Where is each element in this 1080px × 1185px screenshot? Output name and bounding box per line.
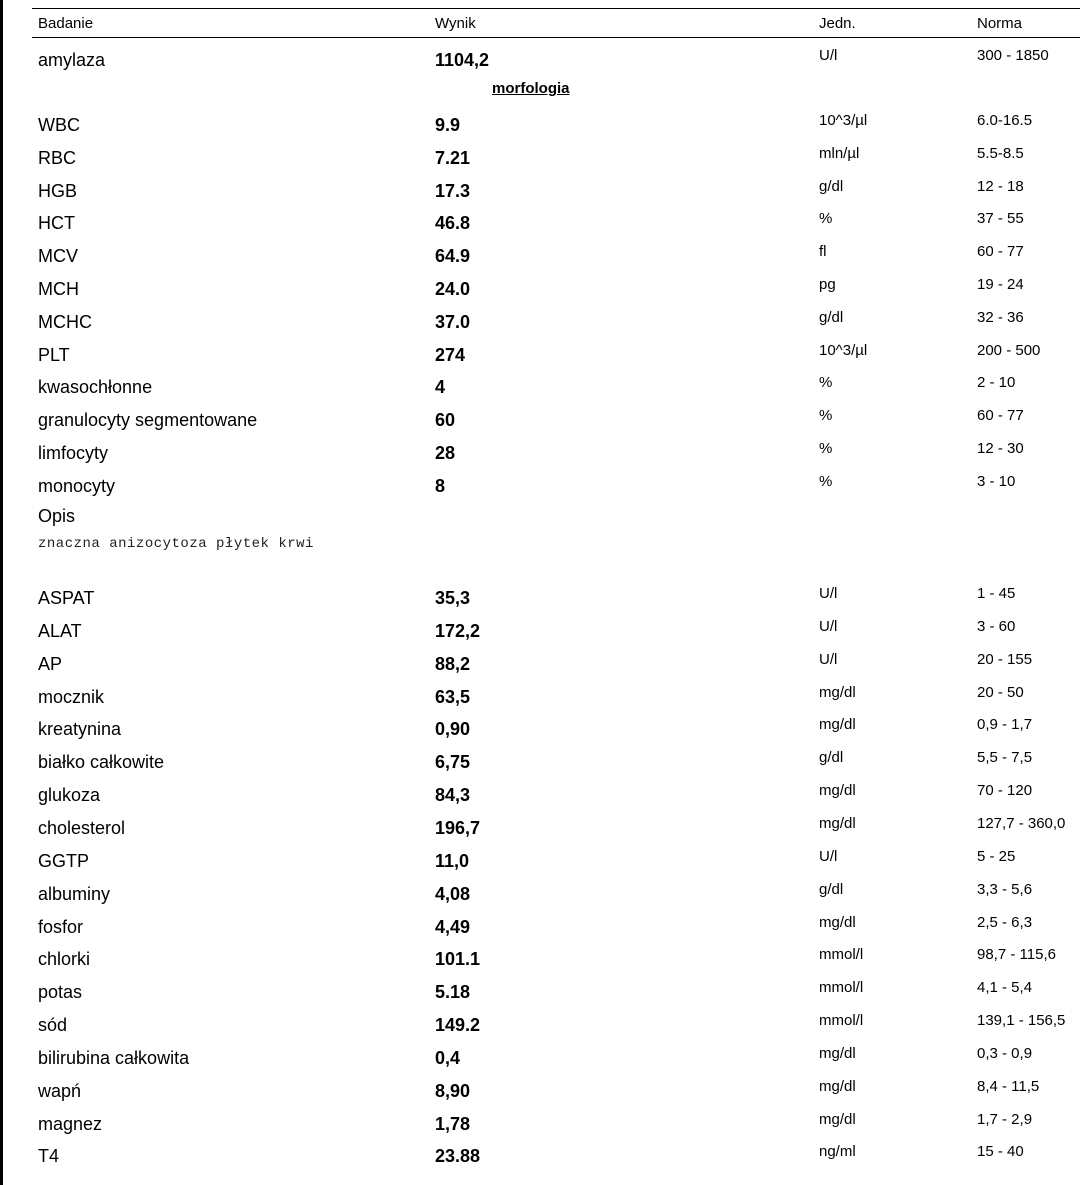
table-row	[0, 109, 1080, 142]
cell-norm: 1,7 - 2,9	[977, 1110, 1033, 1128]
cell-name: ALAT	[38, 620, 82, 641]
table-row	[0, 713, 1080, 746]
cell-unit: pg	[819, 276, 836, 293]
cell-value: 37.0	[435, 311, 471, 332]
cell-unit: 10^3/µl	[819, 112, 868, 129]
cell-unit: %	[819, 374, 833, 392]
cell-name: GGTP	[38, 850, 90, 871]
cell-value: 4	[435, 377, 446, 398]
cell-norm: 19 - 24	[977, 276, 1024, 293]
table-row	[0, 339, 1080, 372]
table-row	[0, 1140, 1080, 1173]
cell-name: fosfor	[38, 916, 84, 937]
table-row	[0, 306, 1080, 339]
cell-value: 196,7	[435, 817, 481, 838]
cell-unit: mmol/l	[819, 946, 864, 964]
cell-unit: g/dl	[819, 749, 844, 767]
cell-name: MCH	[38, 279, 79, 299]
cell-name: amylaza	[38, 50, 106, 70]
cell-unit: mg/dl	[819, 1077, 856, 1095]
cell-norm: 0,9 - 1,7	[977, 716, 1033, 734]
table-row	[0, 240, 1080, 273]
cell-value: 84,3	[435, 785, 471, 806]
cell-value: 172,2	[435, 620, 481, 641]
table-row	[0, 648, 1080, 681]
table-row	[0, 470, 1080, 503]
cell-value: 7.21	[435, 147, 471, 168]
table-row	[0, 371, 1080, 404]
cell-unit: mg/dl	[819, 913, 856, 931]
cell-norm: 5,5 - 7,5	[977, 749, 1033, 767]
cell-unit: mg/dl	[819, 716, 856, 734]
cell-norm: 37 - 55	[977, 210, 1024, 228]
cell-value: 11,0	[435, 850, 470, 871]
cell-unit: mmol/l	[819, 1012, 864, 1030]
cell-unit: mg/dl	[819, 683, 856, 701]
cell-name: chlorki	[38, 949, 91, 970]
cell-name: białko całkowite	[38, 752, 165, 773]
cell-name: glukoza	[38, 785, 101, 806]
table-row	[0, 142, 1080, 175]
cell-norm: 2,5 - 6,3	[977, 913, 1033, 931]
cell-value: 149.2	[435, 1015, 481, 1036]
cell-unit: %	[819, 407, 833, 425]
table-row	[0, 1009, 1080, 1042]
cell-value: 24.0	[435, 279, 471, 299]
cell-name: MCV	[38, 246, 78, 267]
table-row	[0, 273, 1080, 306]
cell-norm: 6.0-16.5	[977, 112, 1033, 129]
cell-value: 23.88	[435, 1146, 481, 1167]
cell-unit: U/l	[819, 650, 838, 668]
cell-unit: U/l	[819, 617, 838, 635]
opis-text: znaczna anizocytoza płytek krwi	[38, 536, 314, 552]
cell-name: monocyty	[38, 475, 116, 496]
cell-unit: g/dl	[819, 880, 844, 898]
cell-unit: mg/dl	[819, 1110, 856, 1128]
cell-unit: U/l	[819, 585, 838, 602]
cell-name: limfocyty	[38, 443, 109, 463]
cell-norm: 12 - 18	[977, 177, 1024, 195]
cell-norm: 32 - 36	[977, 308, 1024, 326]
cell-name: PLT	[38, 344, 70, 365]
table-row	[0, 437, 1080, 470]
cell-unit: 10^3/µl	[819, 341, 868, 359]
cell-name: bilirubina całkowita	[38, 1047, 190, 1068]
cell-unit: %	[819, 472, 833, 490]
cell-value: 17.3	[435, 180, 471, 201]
cell-norm: 3 - 10	[977, 472, 1016, 490]
cell-unit: g/dl	[819, 308, 844, 326]
cell-norm: 200 - 500	[977, 341, 1041, 359]
cell-value: 0,4	[435, 1047, 461, 1068]
cell-name: AP	[38, 653, 63, 674]
cell-value: 5.18	[435, 982, 471, 1003]
cell-norm: 2 - 10	[977, 374, 1016, 392]
header-name: Badanie	[38, 15, 94, 32]
cell-unit: mg/dl	[819, 782, 856, 800]
table-row	[0, 582, 1080, 615]
cell-norm: 70 - 120	[977, 782, 1033, 800]
cell-unit: ng/ml	[819, 1143, 856, 1161]
cell-name: WBC	[38, 115, 80, 135]
table-row	[0, 44, 1080, 77]
cell-norm: 15 - 40	[977, 1143, 1024, 1161]
section-title-morfologia: morfologia	[492, 80, 570, 97]
cell-value: 9.9	[435, 115, 461, 135]
table-row	[0, 1108, 1080, 1141]
cell-norm: 0,3 - 0,9	[977, 1044, 1033, 1062]
cell-value: 28	[435, 443, 456, 463]
cell-norm: 4,1 - 5,4	[977, 979, 1033, 997]
cell-norm: 20 - 155	[977, 650, 1033, 668]
table-row	[0, 175, 1080, 208]
table-row	[0, 615, 1080, 648]
cell-unit: U/l	[819, 847, 838, 865]
cell-value: 63,5	[435, 686, 471, 707]
cell-unit: %	[819, 440, 833, 457]
cell-norm: 8,4 - 11,5	[977, 1077, 1040, 1095]
table-row	[0, 1075, 1080, 1108]
header-unit: Jedn.	[819, 15, 856, 32]
table-row	[0, 878, 1080, 911]
cell-name: MCHC	[38, 311, 92, 332]
cell-value: 60	[435, 410, 456, 431]
cell-unit: fl	[819, 243, 827, 261]
cell-value: 35,3	[435, 588, 471, 608]
cell-value: 1104,2	[435, 50, 490, 70]
table-row	[0, 404, 1080, 437]
cell-norm: 60 - 77	[977, 243, 1024, 261]
cell-norm: 3,3 - 5,6	[977, 880, 1033, 898]
cell-value: 4,49	[435, 916, 471, 937]
cell-value: 6,75	[435, 752, 471, 773]
header-value: Wynik	[435, 15, 476, 32]
cell-name: RBC	[38, 147, 77, 168]
cell-unit: %	[819, 210, 833, 228]
cell-name: HGB	[38, 180, 78, 201]
cell-value: 8	[435, 475, 446, 496]
table-row	[0, 746, 1080, 779]
header-norm: Norma	[977, 15, 1023, 32]
table-row	[0, 779, 1080, 812]
cell-norm: 98,7 - 115,6	[977, 946, 1056, 964]
cell-value: 274	[435, 344, 466, 365]
cell-unit: mg/dl	[819, 814, 856, 832]
cell-name: HCT	[38, 213, 75, 234]
cell-norm: 3 - 60	[977, 617, 1016, 635]
cell-value: 0,90	[435, 719, 471, 740]
cell-value: 46.8	[435, 213, 471, 234]
table-row	[0, 681, 1080, 714]
cell-norm: 60 - 77	[977, 407, 1024, 425]
cell-name: ASPAT	[38, 588, 95, 608]
cell-value: 8,90	[435, 1080, 471, 1101]
cell-norm: 12 - 30	[977, 440, 1024, 457]
cell-name: magnez	[38, 1113, 103, 1134]
cell-name: cholesterol	[38, 817, 126, 838]
cell-norm: 5.5-8.5	[977, 144, 1024, 162]
opis-label: Opis	[38, 506, 76, 526]
cell-name: T4	[38, 1146, 60, 1167]
cell-value: 1,78	[435, 1113, 471, 1134]
table-row	[0, 911, 1080, 944]
cell-value: 64.9	[435, 246, 471, 267]
cell-value: 101.1	[435, 949, 481, 970]
cell-norm: 127,7 - 360,0	[977, 814, 1066, 832]
cell-norm: 20 - 50	[977, 683, 1024, 701]
cell-norm: 5 - 25	[977, 847, 1016, 865]
cell-value: 4,08	[435, 883, 471, 904]
table-row	[0, 207, 1080, 240]
table-row	[0, 1042, 1080, 1075]
table-row	[0, 976, 1080, 1009]
table-row	[0, 943, 1080, 976]
cell-name: kreatynina	[38, 719, 122, 740]
cell-value: 88,2	[435, 653, 471, 674]
cell-unit: g/dl	[819, 177, 844, 195]
table-row	[0, 812, 1080, 845]
cell-unit: mln/µl	[819, 144, 860, 162]
cell-unit: mg/dl	[819, 1044, 856, 1062]
cell-name: potas	[38, 982, 83, 1003]
table-header	[32, 8, 1080, 38]
cell-name: mocznik	[38, 686, 105, 707]
cell-norm: 139,1 - 156,5	[977, 1012, 1066, 1030]
cell-unit: U/l	[819, 47, 838, 64]
table-row	[0, 845, 1080, 878]
cell-name: granulocyty segmentowane	[38, 410, 258, 431]
cell-name: sód	[38, 1015, 68, 1036]
cell-norm: 1 - 45	[977, 585, 1016, 602]
cell-name: kwasochłonne	[38, 377, 153, 398]
cell-unit: mmol/l	[819, 979, 864, 997]
cell-name: wapń	[38, 1080, 82, 1101]
cell-norm: 300 - 1850	[977, 47, 1049, 64]
cell-name: albuminy	[38, 883, 111, 904]
